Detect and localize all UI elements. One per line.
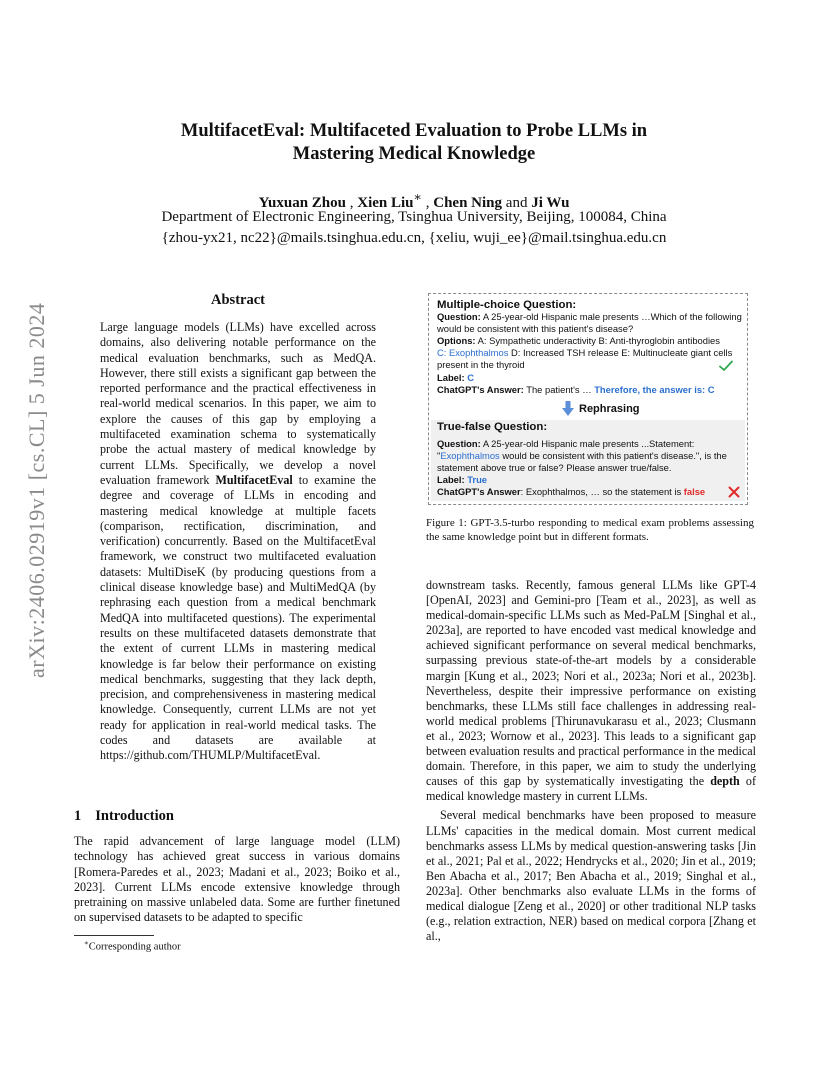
abstract-text: Large language models (LLMs) have excelled across domains, also delivering notable performance on the medical evaluation benchmarks, such as MedQA. However, there still exists a significant gap between the reported performance and the practical effectiveness in real-world medical scenarios. In this paper, we aim to explore the causes of this gap by employing a multifaceted examination schema to systematically probe the actual mastery of medical knowledge by current LLMs. Specifically, we develop a novel evaluation framework bbox=[100, 320, 376, 487]
tf-question-text: would be consistent with this patient's disease.", is the statement above true or false? Please answer true/false. bbox=[437, 450, 727, 474]
tf-label-value: True bbox=[464, 474, 488, 486]
tf-answer bbox=[437, 486, 745, 498]
tf-label-label: Label: bbox=[437, 474, 465, 486]
arrow-down-icon bbox=[562, 401, 574, 416]
tf-answer-text: : Exophthalmos, … so the statement is bbox=[520, 486, 684, 498]
mc-answer-label: ChatGPT's Answer: bbox=[437, 383, 524, 395]
section-number: 1 bbox=[74, 808, 82, 824]
abstract-heading: Abstract bbox=[211, 292, 265, 308]
tf-question bbox=[437, 438, 745, 474]
footnote-mark: ∗ bbox=[84, 939, 89, 947]
mc-option-c: C: Exophthalmos bbox=[437, 347, 509, 359]
multiple-choice-panel bbox=[437, 299, 745, 396]
section-heading-introduction bbox=[74, 808, 188, 825]
paper-title-line-1: MultifacetEval: Multifaceted Evaluation to Probe LLMs in bbox=[180, 121, 648, 141]
tf-question-text: A 25-year-old Hispanic male presents ...Statement: " bbox=[437, 438, 695, 462]
tf-answer-label: ChatGPT's Answer bbox=[437, 486, 521, 498]
tf-answer-false: false bbox=[683, 486, 706, 498]
abstract-framework-name: MultifacetEval bbox=[215, 472, 293, 487]
mc-heading: Multiple-choice Question: bbox=[437, 299, 577, 311]
mc-answer-text: The patient's … bbox=[523, 383, 595, 395]
abstract-body bbox=[100, 320, 376, 764]
intro-right-column bbox=[426, 578, 756, 944]
tf-heading: True-false Question: bbox=[437, 421, 548, 433]
check-icon bbox=[719, 360, 733, 372]
mc-label bbox=[437, 372, 745, 384]
mc-question bbox=[437, 311, 745, 335]
tf-question-label: Question: bbox=[437, 438, 481, 450]
author-separator: , bbox=[422, 195, 434, 211]
mc-options-text: D: Increased TSH release E: Multinucleate giant cells present in the thyroid bbox=[437, 347, 733, 371]
footnote bbox=[84, 939, 181, 953]
mc-options-text: A: Sympathetic underactivity B: Anti-thyroglobin antibodies bbox=[475, 335, 720, 347]
rephrasing-label: Rephrasing bbox=[579, 403, 640, 415]
author-corresponding-mark: ∗ bbox=[413, 190, 422, 204]
arxiv-identifier: arXiv:2406.02919v1 [cs.CL] 5 Jun 2024 bbox=[24, 302, 49, 678]
mc-options-label: Options: bbox=[437, 335, 476, 347]
author-and: and bbox=[502, 195, 532, 211]
author-emails: {zhou-yx21, nc22}@mails.tsinghua.edu.cn, {xeliu, wuji_ee}@mail.tsinghua.edu.cn bbox=[161, 230, 667, 246]
footnote-text: Corresponding author bbox=[88, 941, 181, 953]
true-false-panel bbox=[437, 421, 745, 499]
paper-title bbox=[120, 120, 708, 166]
footnote-rule bbox=[74, 935, 154, 936]
author-name: Ji Wu bbox=[531, 195, 570, 211]
affiliation: Department of Electronic Engineering, Tsinghua University, Beijing, 100084, China bbox=[161, 209, 667, 225]
mc-answer bbox=[437, 384, 745, 396]
paper-title-line-2: Mastering Medical Knowledge bbox=[292, 144, 536, 164]
mc-answer-conclusion: Therefore, the answer is: C bbox=[594, 383, 715, 395]
intro-left-column-text: The rapid advancement of large language model (LLM) technology has achieved great success in various domains [Romera-Paredes et al., 2023; Madani et al., 2023; Boiko et al., 2023]. Current LLMs encode extensive knowledge through pretraining on massive unlabeled data. Some are further finetuned on supervised datasets to be adapted to specific bbox=[74, 834, 400, 925]
mc-label-value: C bbox=[464, 371, 474, 383]
intro-paragraph bbox=[426, 578, 756, 804]
author-name: Chen Ning bbox=[433, 195, 503, 211]
figure-1-box bbox=[428, 293, 748, 505]
tf-label bbox=[437, 474, 745, 486]
author-separator: , bbox=[345, 195, 358, 211]
affiliation-block bbox=[100, 207, 728, 249]
intro-emphasis-depth: depth bbox=[710, 774, 740, 789]
abstract-text: to examine the degree and coverage of LLMs in encoding and mastering medical knowledge at multiple facets (comparison, rectification, discrimination, and verification) concurrently. Based on the MultifacetEval framework, we construct two multifaceted evaluation datasets: MultiDiseK (by producing questions from a clinical disease knowledge base) and MultiMedQA (by rephrasing each question from a medical benchmark MedQA into multifaceted questions). The experimental results on these multifaceted datasets demonstrate that the extent of current LLMs in mastering medical knowledge is far below their performance on existing medical benchmarks, suggesting that they lack depth, precision, and comprehensiveness in mastering medical knowledge. Consequently, current LLMs are not yet ready for application in real-world medical tasks. The codes and datasets are available at https://github.com/THUMLP/MultifacetEval. bbox=[100, 472, 376, 763]
figure-1-caption: Figure 1: GPT-3.5-turbo responding to medical exam problems assessing the same knowledge point but in different formats. bbox=[426, 517, 754, 543]
intro-paragraph: Several medical benchmarks have been proposed to measure LLMs' capacities in the medical domain. Most current medical benchmarks assess LLMs by medical question-answering tasks [Jin et al., 2021; Pal et al., 2022; Hendrycks et al., 2020; Jin et al., 2019; Ben Abacha et al., 2017; Ben Abacha et al., 2019; Singhal et al., 2023a]. Other benchmarks also evaluate LLMs in the forms of medical dialogue [Zeng et al., 2020] or other traditional NLP tasks (e.g., relation extraction, NER) based on medical corpora [Zhang et al., bbox=[426, 808, 756, 944]
mc-options bbox=[437, 335, 745, 371]
tf-question-highlight: Exophthalmos bbox=[440, 450, 500, 462]
intro-text: of medical knowledge mastery in current LLMs. bbox=[426, 774, 756, 804]
intro-text: downstream tasks. Recently, famous general LLMs like GPT-4 [OpenAI, 2023] and Gemini-pro [Team et al., 2023], as well as medical-domain-specific LLMs such as Med-PaLM [Singhal et al., 2023a], are reported to have encoded vast medical knowledge and achieved significant performance on several medical benchmarks, surpassing previous state-of-the-art models by a considerable margin [Kung et al., 2023; Nori et al., 2023a; Nori et al., 2023b]. Nevertheless, despite their impressive performance on existing benchmarks, these LLMs still face challenges in addressing real-world medical problems [Thirunavukarasu et al., 2023; Clusmann et al., 2023; Wornow et al., 2023]. This leads to a significant gap between evaluation results and practical performance in the medical domain. Therefore, in this paper, we aim to study the underlying causes of this gap by systematically investigating the bbox=[426, 578, 756, 789]
mc-label-label: Label: bbox=[437, 371, 465, 383]
mc-question-text: A 25-year-old Hispanic male presents …Which of the following would be consistent with this patient's disease? bbox=[437, 311, 742, 335]
section-title: Introduction bbox=[95, 808, 174, 824]
cross-icon bbox=[728, 486, 740, 498]
author-name: Yuxuan Zhou bbox=[258, 195, 346, 211]
author-name: Xien Liu bbox=[357, 195, 414, 211]
mc-question-label: Question: bbox=[437, 311, 481, 323]
